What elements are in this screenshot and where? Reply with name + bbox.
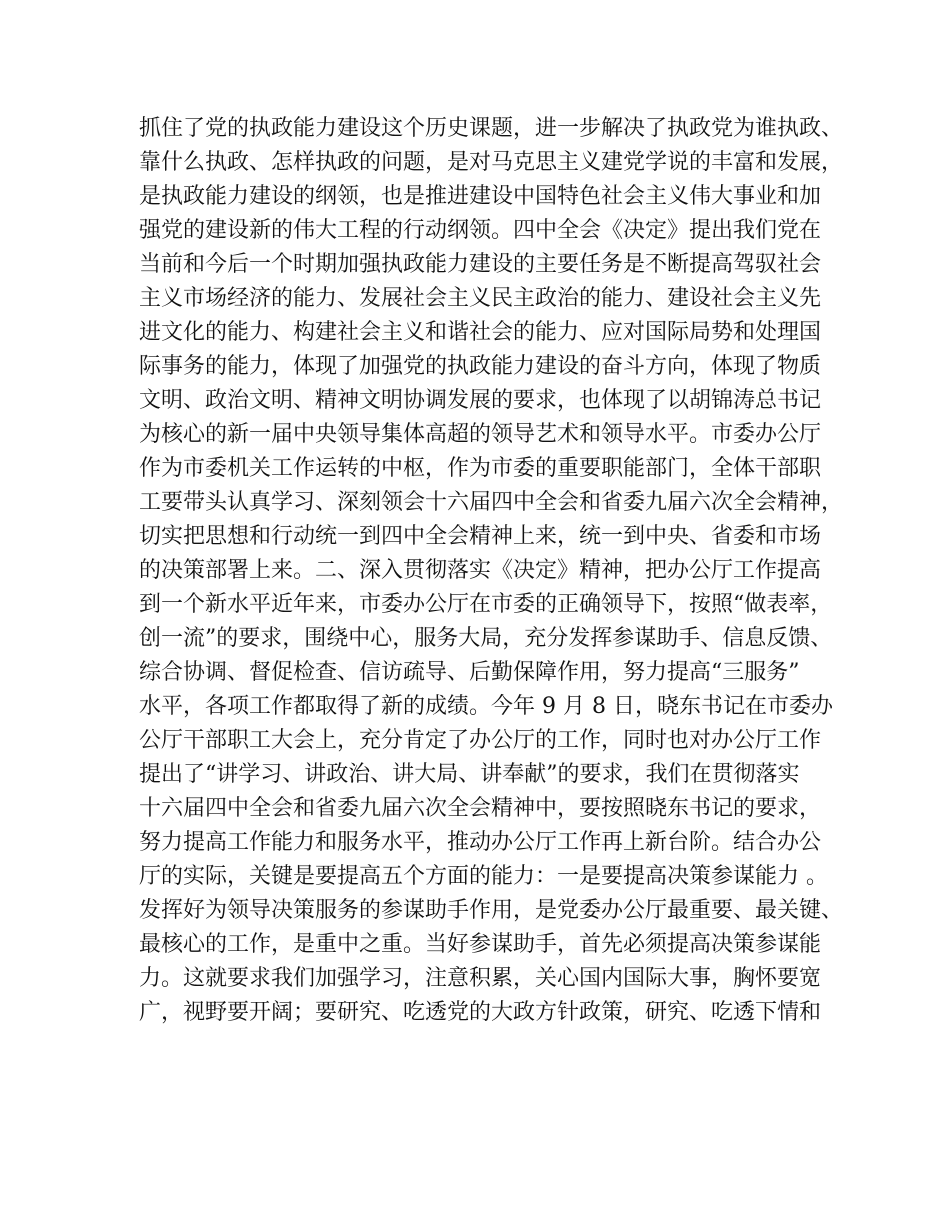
text-line: 文明、政治文明、精神文明协调发展的要求，也体现了以胡锦涛总书记 xyxy=(139,388,822,413)
text-line: 到一个新水平近年来，市委办公厅在市委的正确领导下，按照“做表率， xyxy=(139,592,833,617)
text-line: 提出了“讲学习、讲政治、讲大局、讲奉献”的要求，我们在贯彻落实 xyxy=(139,762,800,787)
body-text xyxy=(139,112,844,1030)
text-line: 主义市场经济的能力、发展社会主义民主政治的能力、建设社会主义先 xyxy=(139,286,822,311)
text-line: 是执政能力建设的纲领，也是推进建设中国特色社会主义伟大事业和加 xyxy=(139,184,822,209)
text-line: 广，视野要开阔；要研究、吃透党的大政方针政策，研究、吃透下情和 xyxy=(139,1000,822,1025)
text-line: 努力提高工作能力和服务水平，推动办公厅工作再上新台阶。结合办公 xyxy=(139,830,822,855)
text-line: 水平，各项工作都取得了新的成绩。今年 9 月 8 日，晓东书记在市委办 xyxy=(139,694,833,719)
text-line: 作为市委机关工作运转的中枢，作为市委的重要职能部门，全体干部职 xyxy=(139,456,822,481)
text-line: 最核心的工作，是重中之重。当好参谋助手，首先必须提高决策参谋能 xyxy=(139,932,822,957)
text-line: 十六届四中全会和省委九届六次全会精神中，要按照晓东书记的要求， xyxy=(139,796,822,821)
text-line: 当前和今后一个时期加强执政能力建设的主要任务是不断提高驾驭社会 xyxy=(139,252,822,277)
text-line: 创一流”的要求，围绕中心，服务大局，充分发挥参谋助手、信息反馈、 xyxy=(139,626,833,651)
text-line: 际事务的能力，体现了加强党的执政能力建设的奋斗方向，体现了物质 xyxy=(139,354,822,379)
text-line: 工要带头认真学习、深刻领会十六届四中全会和省委九届六次全会精神， xyxy=(139,490,844,515)
text-line: 发挥好为领导决策服务的参谋助手作用，是党委办公厅最重要、最关键、 xyxy=(139,898,844,923)
text-line: 抓住了党的执政能力建设这个历史课题，进一步解决了执政党为谁执政、 xyxy=(139,116,844,141)
text-line: 的决策部署上来。二、深入贯彻落实《决定》精神，把办公厅工作提高 xyxy=(139,558,822,583)
text-line: 强党的建设新的伟大工程的行动纲领。四中全会《决定》提出我们党在 xyxy=(139,218,822,243)
text-line: 进文化的能力、构建社会主义和谐社会的能力、应对国际局势和处理国 xyxy=(139,320,822,345)
text-line: 厅的实际，关键是要提高五个方面的能力：一是要提高决策参谋能力 。 xyxy=(139,864,828,889)
text-line: 为核心的新一届中央领导集体高超的领导艺术和领导水平。市委办公厅 xyxy=(139,422,822,447)
text-line: 力。这就要求我们加强学习，注意积累，关心国内国际大事，胸怀要宽 xyxy=(139,966,822,991)
text-line: 公厅干部职工大会上，充分肯定了办公厅的工作，同时也对办公厅工作 xyxy=(139,728,822,753)
text-line: 综合协调、督促检查、信访疏导、后勤保障作用，努力提高“三服务” xyxy=(139,660,800,685)
text-line: 靠什么执政、怎样执政的问题，是对马克思主义建党学说的丰富和发展， xyxy=(139,150,844,175)
text-line: 切实把思想和行动统一到四中全会精神上来，统一到中央、省委和市场 xyxy=(139,524,822,549)
